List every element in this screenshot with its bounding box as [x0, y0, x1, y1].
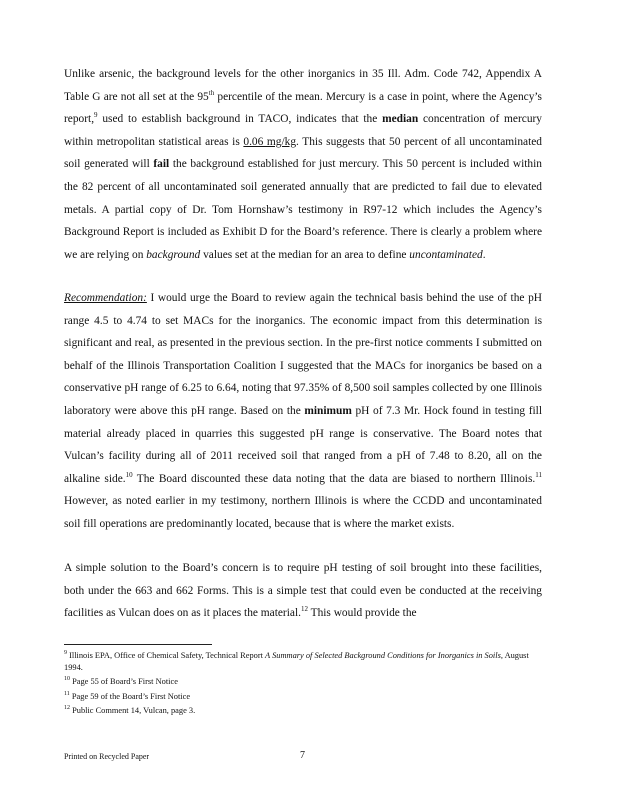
emphasis-minimum: minimum [304, 404, 352, 417]
emphasis-uncontaminated: uncontaminated [409, 248, 483, 261]
footnote-10: $^{10}$ Page 55 of Board’s First Notice [64, 676, 178, 686]
emphasis-fail: fail [153, 158, 170, 171]
page-number: 7 [300, 750, 305, 761]
paragraph-recommendation: Recommendation: I would urge the Board to review again the technical basis behind the use of the pH range 4.5 to 4.74 to set MACs for the inorganics. The economic impact from this determination is significant and real, as presented in the previous section. In the pre-first notice comments I submitted on behalf of the Illinois Transportation Coalition I suggested that the MACs for inorganics be based on a conservative pH range of 6.25 to 6.64, noting that 97.35% of 8,500 soil samples collected by one Illinois laboratory were above this pH range. Based on the minimum pH of 7.3 Mr. Hock found in testing fill material already placed in quarries this suggested pH range is conservative. The Board notes that Vulcan’s facility during all of 2011 received soil that ranged from a pH of 7.48 to 8.20, all on the alkaline side.$^{10}$ The Board discounted these data noting that the data are biased to northern Illinois.$^{11}$ However, as noted earlier in my testimony, northern Illinois is where the CCDD and uncontaminated soil fill operations are predominantly located, because that is where the market exists. [64, 292, 542, 530]
emphasis-background: background [146, 248, 201, 261]
footnote-12: $^{12}$ Public Comment 14, Vulcan, page 3. [64, 705, 196, 715]
report-title: A Summary of Selected Background Conditions for Inorganics in Soils [265, 651, 501, 660]
emphasis-median: median [382, 113, 419, 126]
footnote-divider [64, 644, 212, 645]
paragraph-background-levels: Unlike arsenic, the background levels for the other inorganics in 35 Ill. Adm. Code 742, Appendix A Table G are not all set at the 95th percentile of the mean. Mercury is a case in point, where the Agency’s report,$^9$ used to establish background in TACO, indicates that the median concentration of mercury within metropolitan statistical areas is 0.06 mg/kg. This suggests that 50 percent of all uncontaminated soil generated will fail the background established for just mercury. This 50 percent is included within the 82 percent of all uncontaminated soil generated annually that are predicted to fail due to elevated metals. A partial copy of Dr. Tom Hornshaw’s testimony in R97-12 which includes the Agency’s Background Report is included as Exhibit D for the Board’s reference. There is clearly a problem where we are relying on background values set at the median for an area to define uncontaminated. [64, 68, 543, 261]
footnote-ref-9: 9 [94, 111, 98, 120]
footnote-ref-12: 12 [300, 605, 308, 614]
footnote-11: $^{11}$ Page 59 of the Board’s First Notice [64, 690, 191, 701]
paragraph-simple-solution: A simple solution to the Board’s concern is to require pH testing of soil brought into these facilities, both under the 663 and 662 Forms. This is a simple test that could even be conducted at the receiving facilities as Vulcan does on as it places the material.$^{12}$ This would provide the [64, 562, 542, 620]
ordinal-superscript: th [208, 88, 215, 97]
mercury-median-value: 0.06 mg/kg [243, 135, 297, 148]
footnote-ref-10: 10 [125, 470, 133, 479]
footnote-9: $^9$ Illinois EPA, Office of Chemical Safety, Technical Report A Summary of Selected Background Conditions for Inorganics in Soils, August 1994. [64, 650, 529, 672]
recycled-paper-note: Printed on Recycled Paper [64, 752, 150, 761]
footnote-ref-11: 11 [535, 470, 542, 479]
footnotes [64, 650, 542, 720]
recommendation-label: Recommendation: [64, 292, 147, 304]
